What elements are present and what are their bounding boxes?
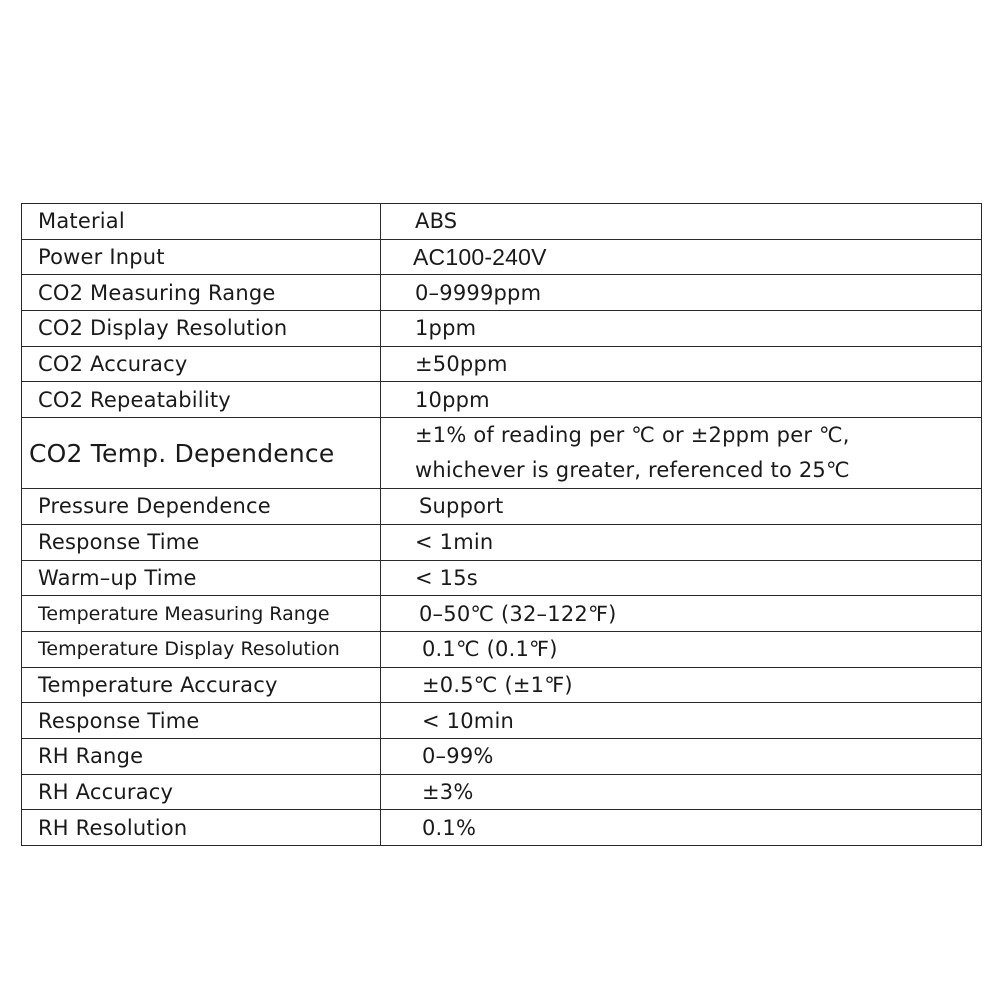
table-row <box>22 810 982 846</box>
spec-label: CO2 Display Resolution <box>22 311 381 347</box>
spec-value: AC100-240V <box>381 239 982 275</box>
spec-value-line: whichever is greater, referenced to 25℃ <box>415 458 850 483</box>
table-row <box>22 631 982 667</box>
table-row <box>22 418 982 489</box>
spec-value-line: ±1% of reading per ℃ or ±2ppm per ℃, <box>415 423 850 448</box>
table-row <box>22 204 982 240</box>
table-row <box>22 774 982 810</box>
spec-label: Response Time <box>22 524 381 560</box>
spec-label: CO2 Repeatability <box>22 382 381 418</box>
spec-value: Support <box>381 489 982 525</box>
spec-value: 0.1% <box>381 810 982 846</box>
table-row <box>22 524 982 560</box>
spec-label: Temperature Measuring Range <box>22 596 381 632</box>
spec-label: RH Resolution <box>22 810 381 846</box>
table-row <box>22 703 982 739</box>
table-row <box>22 738 982 774</box>
spec-value: 0.1℃ (0.1℉) <box>381 631 982 667</box>
table-row <box>22 667 982 703</box>
spec-value: ±0.5℃ (±1℉) <box>381 667 982 703</box>
spec-label: Pressure Dependence <box>22 489 381 525</box>
table-row <box>22 560 982 596</box>
spec-value <box>381 418 982 489</box>
spec-label: RH Range <box>22 738 381 774</box>
table-row <box>22 596 982 632</box>
spec-label: CO2 Measuring Range <box>22 275 381 311</box>
spec-value: ±3% <box>381 774 982 810</box>
table-row <box>22 382 982 418</box>
table-row <box>22 239 982 275</box>
spec-label: Temperature Accuracy <box>22 667 381 703</box>
spec-value: < 10min <box>381 703 982 739</box>
table-row <box>22 346 982 382</box>
spec-value: ABS <box>381 204 982 240</box>
spec-value: 0–9999ppm <box>381 275 982 311</box>
table-row <box>22 311 982 347</box>
table-row <box>22 489 982 525</box>
spec-value: ±50ppm <box>381 346 982 382</box>
spec-value: 10ppm <box>381 382 982 418</box>
spec-value: 0–50℃ (32–122℉) <box>381 596 982 632</box>
table-row <box>22 275 982 311</box>
spec-value: < 1min <box>381 524 982 560</box>
spec-label: Material <box>22 204 381 240</box>
spec-label: CO2 Accuracy <box>22 346 381 382</box>
spec-label: Response Time <box>22 703 381 739</box>
spec-label: RH Accuracy <box>22 774 381 810</box>
spec-table <box>21 203 982 846</box>
spec-label: CO2 Temp. Dependence <box>22 418 381 489</box>
spec-label: Temperature Display Resolution <box>22 631 381 667</box>
spec-value: 1ppm <box>381 311 982 347</box>
spec-label: Power Input <box>22 239 381 275</box>
spec-value: 0–99% <box>381 738 982 774</box>
spec-value: < 15s <box>381 560 982 596</box>
spec-label: Warm–up Time <box>22 560 381 596</box>
